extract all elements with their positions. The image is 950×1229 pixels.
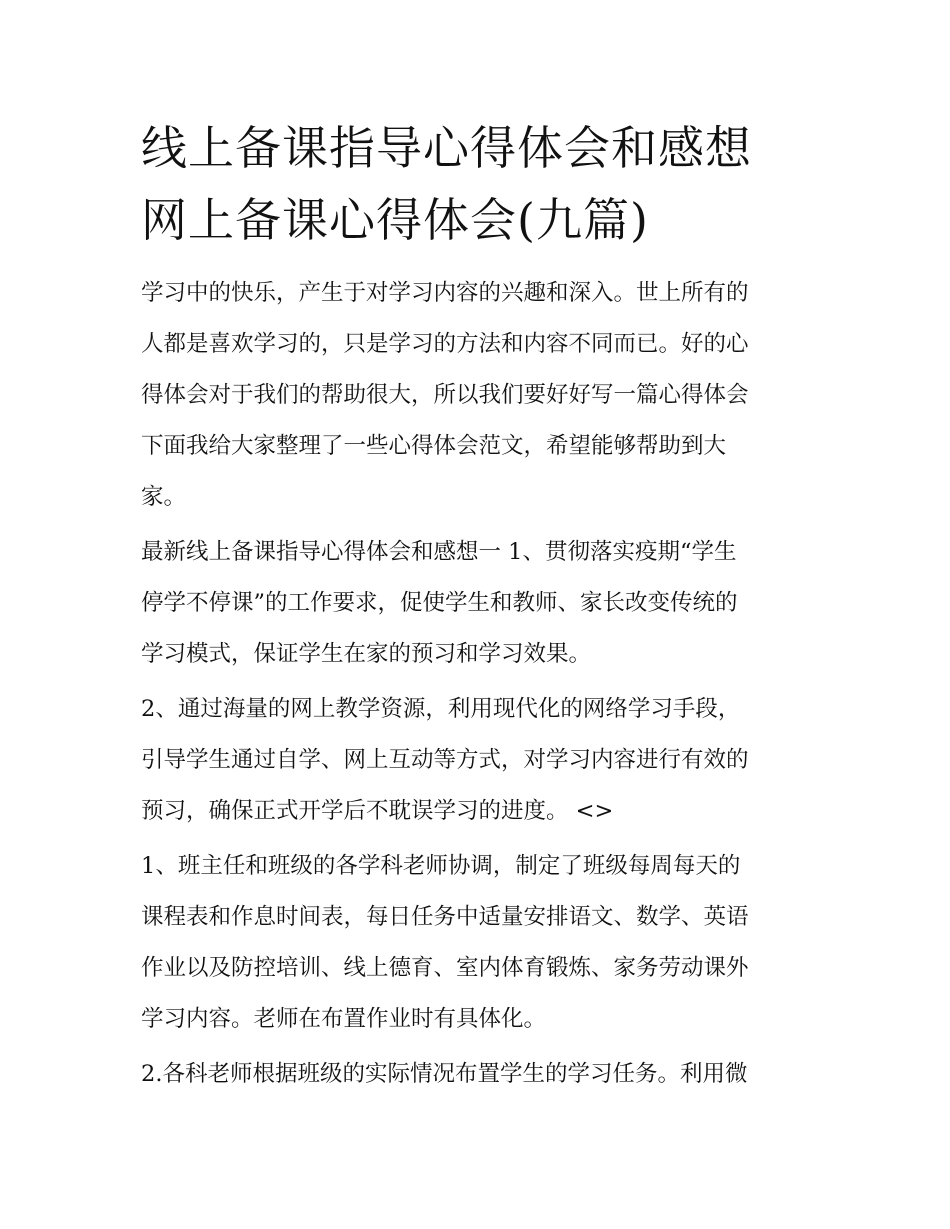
document-content: [141, 112, 821, 1104]
text-line: 学习模式，保证学生在家的预习和学习效果。: [141, 641, 592, 667]
paragraph-intro: [141, 268, 821, 523]
title-line: 线上备课指导心得体会和感想: [141, 121, 752, 175]
text-line: 学习中的快乐，产生于对学习内容的兴趣和深入。世上所有的: [141, 280, 749, 306]
text-line: 引导学生通过自学、网上互动等方式，对学习内容进行有效的: [141, 747, 749, 773]
text-line: 学习内容。老师在布置作业时有具体化。: [141, 1006, 547, 1032]
document-body: [141, 268, 821, 1100]
text-line: 课程表和作息时间表，每日任务中适量安排语文、数学、英语: [141, 904, 749, 930]
text-line: 作业以及防控培训、线上德育、室内体育锻炼、家务劳动课外: [141, 955, 749, 981]
document-title: [141, 112, 821, 256]
paragraph-point-two-b: [141, 1049, 821, 1100]
text-line: 家。: [141, 484, 187, 510]
text-line: 预习，确保正式开学后不耽误学习的进度。 <>: [141, 798, 614, 824]
text-line: 人都是喜欢学习的，只是学习的方法和内容不同而已。好的心: [141, 331, 749, 357]
paragraph-section-one: [141, 527, 821, 680]
text-line: 1、班主任和班级的各学科老师协调，制定了班级每周每天的: [141, 853, 741, 879]
text-line: 得体会对于我们的帮助很大，所以我们要好好写一篇心得体会: [141, 382, 749, 408]
title-line: 网上备课心得体会(九篇): [141, 193, 649, 247]
paragraph-point-two: [141, 684, 821, 837]
text-line: 最新线上备课指导心得体会和感想一 1、贯彻落实疫期“学生: [141, 539, 737, 565]
text-line: 2、通过海量的网上教学资源，利用现代化的网络学习手段，: [141, 696, 741, 722]
text-line: 2.各科老师根据班级的实际情况布置学生的学习任务。利用微: [141, 1061, 748, 1087]
text-line: 停学不停课”的工作要求，促使学生和教师、家长改变传统的: [141, 590, 738, 616]
paragraph-point-one-b: [141, 841, 821, 1045]
text-line: 下面我给大家整理了一些心得体会范文，希望能够帮助到大: [141, 433, 727, 459]
